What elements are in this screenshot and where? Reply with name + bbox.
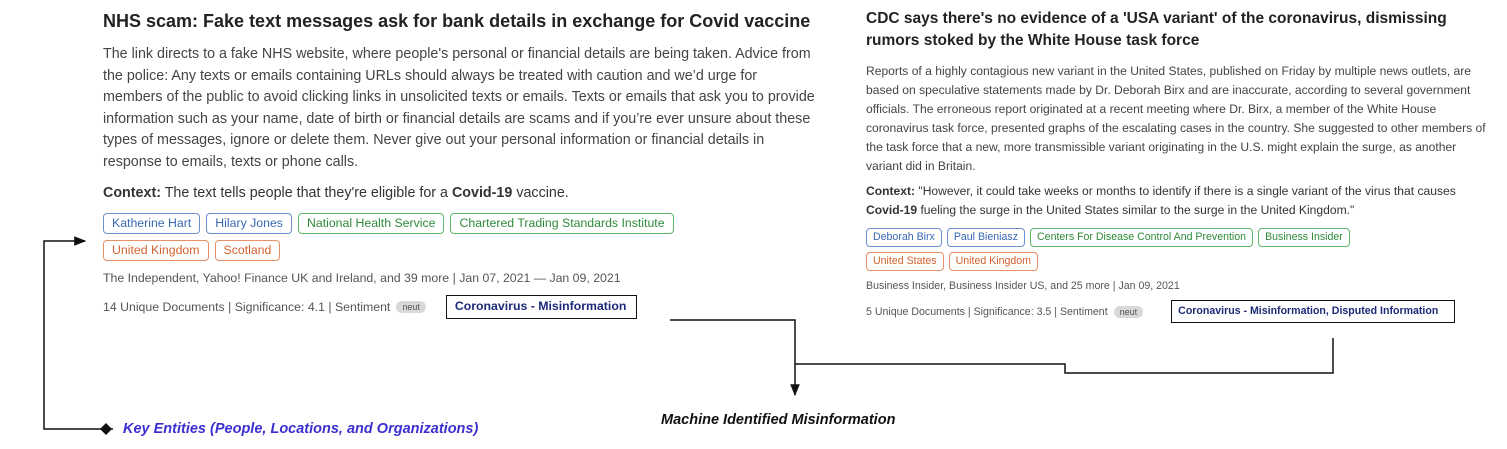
article-title[interactable]: NHS scam: Fake text messages ask for bank details in exchange for Covid vaccine (103, 11, 811, 31)
entity-tag-person[interactable]: Deborah Birx (866, 228, 942, 247)
entity-tag-location[interactable]: United Kingdom (949, 252, 1038, 271)
separator: | (1112, 280, 1116, 292)
context-text: "However, it could take weeks or months to identify if there is a single variant of the virus that causes (915, 184, 1456, 198)
stats-text: 14 Unique Documents | Significance: 4.1 | Sentiment (103, 299, 391, 314)
context-text: The text tells people that they're eligible for a (160, 184, 452, 201)
entity-tag-organization[interactable]: Business Insider (1258, 228, 1350, 247)
article-summary: Reports of a highly contagious new variant in the United States, published on Friday by multiple news outlets, are based on speculative statements made by Dr. Deborah Birx and are inaccurate, according to several government officials. The erroneous report originated at a recent meeting where Dr. Birx, a member of the White House coronavirus task force, presented graphs of the escalating cases in the country. She suggested to other members of the task force that a new, more transmissible variant originating in the U.S. might explain the surge, as another variant did in Britain. (866, 64, 1486, 173)
misinformation-topic-label[interactable]: Coronavirus - Misinformation, Disputed Information (1171, 300, 1455, 323)
context-label: Context: (866, 184, 916, 198)
entity-tag-person[interactable]: Paul Bieniasz (947, 228, 1025, 247)
date-range: Jan 07, 2021 — Jan 09, 2021 (459, 270, 621, 285)
context-text-end: fueling the surge in the United States similar to the surge in the United Kingdom." (917, 203, 1355, 217)
stats-text: 5 Unique Documents | Significance: 3.5 | Sentiment (866, 305, 1108, 318)
context-keyword: Covid-19 (866, 203, 918, 217)
sources: The Independent, Yahoo! Finance UK and Ireland, and 39 more (103, 270, 450, 285)
entities-connector-line (44, 241, 113, 429)
context-keyword: Covid-19 (451, 184, 513, 201)
misinformation-connector-line (670, 320, 795, 395)
key-entities-caption: Key Entities (People, Locations, and Organizations) (123, 421, 479, 437)
entity-tag-location[interactable]: Scotland (215, 240, 281, 261)
entity-tag-organization[interactable]: Chartered Trading Standards Institute (450, 213, 673, 234)
entity-tag-person[interactable]: Hilary Jones (206, 213, 292, 234)
entity-tag-organization[interactable]: Centers For Disease Control And Prevention (1030, 228, 1253, 247)
entity-tag-organization[interactable]: National Health Service (298, 213, 445, 234)
separator: | (452, 270, 456, 285)
date-range: Jan 09, 2021 (1118, 280, 1180, 292)
context-text-end: vaccine. (512, 184, 569, 201)
sources: Business Insider, Business Insider US, and 25 more (866, 280, 1110, 292)
article-title[interactable]: CDC says there's no evidence of a 'USA variant' of the coronavirus, dismissing rumors stoked by the White House task force (866, 10, 1447, 49)
sentiment-badge: neut (396, 301, 426, 313)
misinformation-caption: Machine Identified Misinformation (661, 412, 896, 428)
misinformation-connector-line-right (795, 338, 1333, 373)
diamond-bullet-icon (100, 423, 112, 435)
article-summary: The link directs to a fake NHS website, where people's personal or financial details are being taken. Advice from the police: Any texts or emails containing URLs should always be treated with caution and we’d urge for members of the public to avoid clicking links in unsolicited texts or emails. Texts or emails that ask you to provide information such as your name, date of birth or financial details are scams and if you’re ever unsure about these types of messages, ignore or delete them. Never give out your personal information or financial details in response to emails, texts or phone calls. (103, 46, 815, 170)
entity-tag-person[interactable]: Katherine Hart (103, 213, 200, 234)
entity-tag-location[interactable]: United States (866, 252, 944, 271)
sentiment-badge: neut (1114, 306, 1144, 318)
context-label: Context: (103, 184, 161, 201)
entity-tag-location[interactable]: United Kingdom (103, 240, 209, 261)
misinformation-topic-label[interactable]: Coronavirus - Misinformation (446, 295, 637, 319)
